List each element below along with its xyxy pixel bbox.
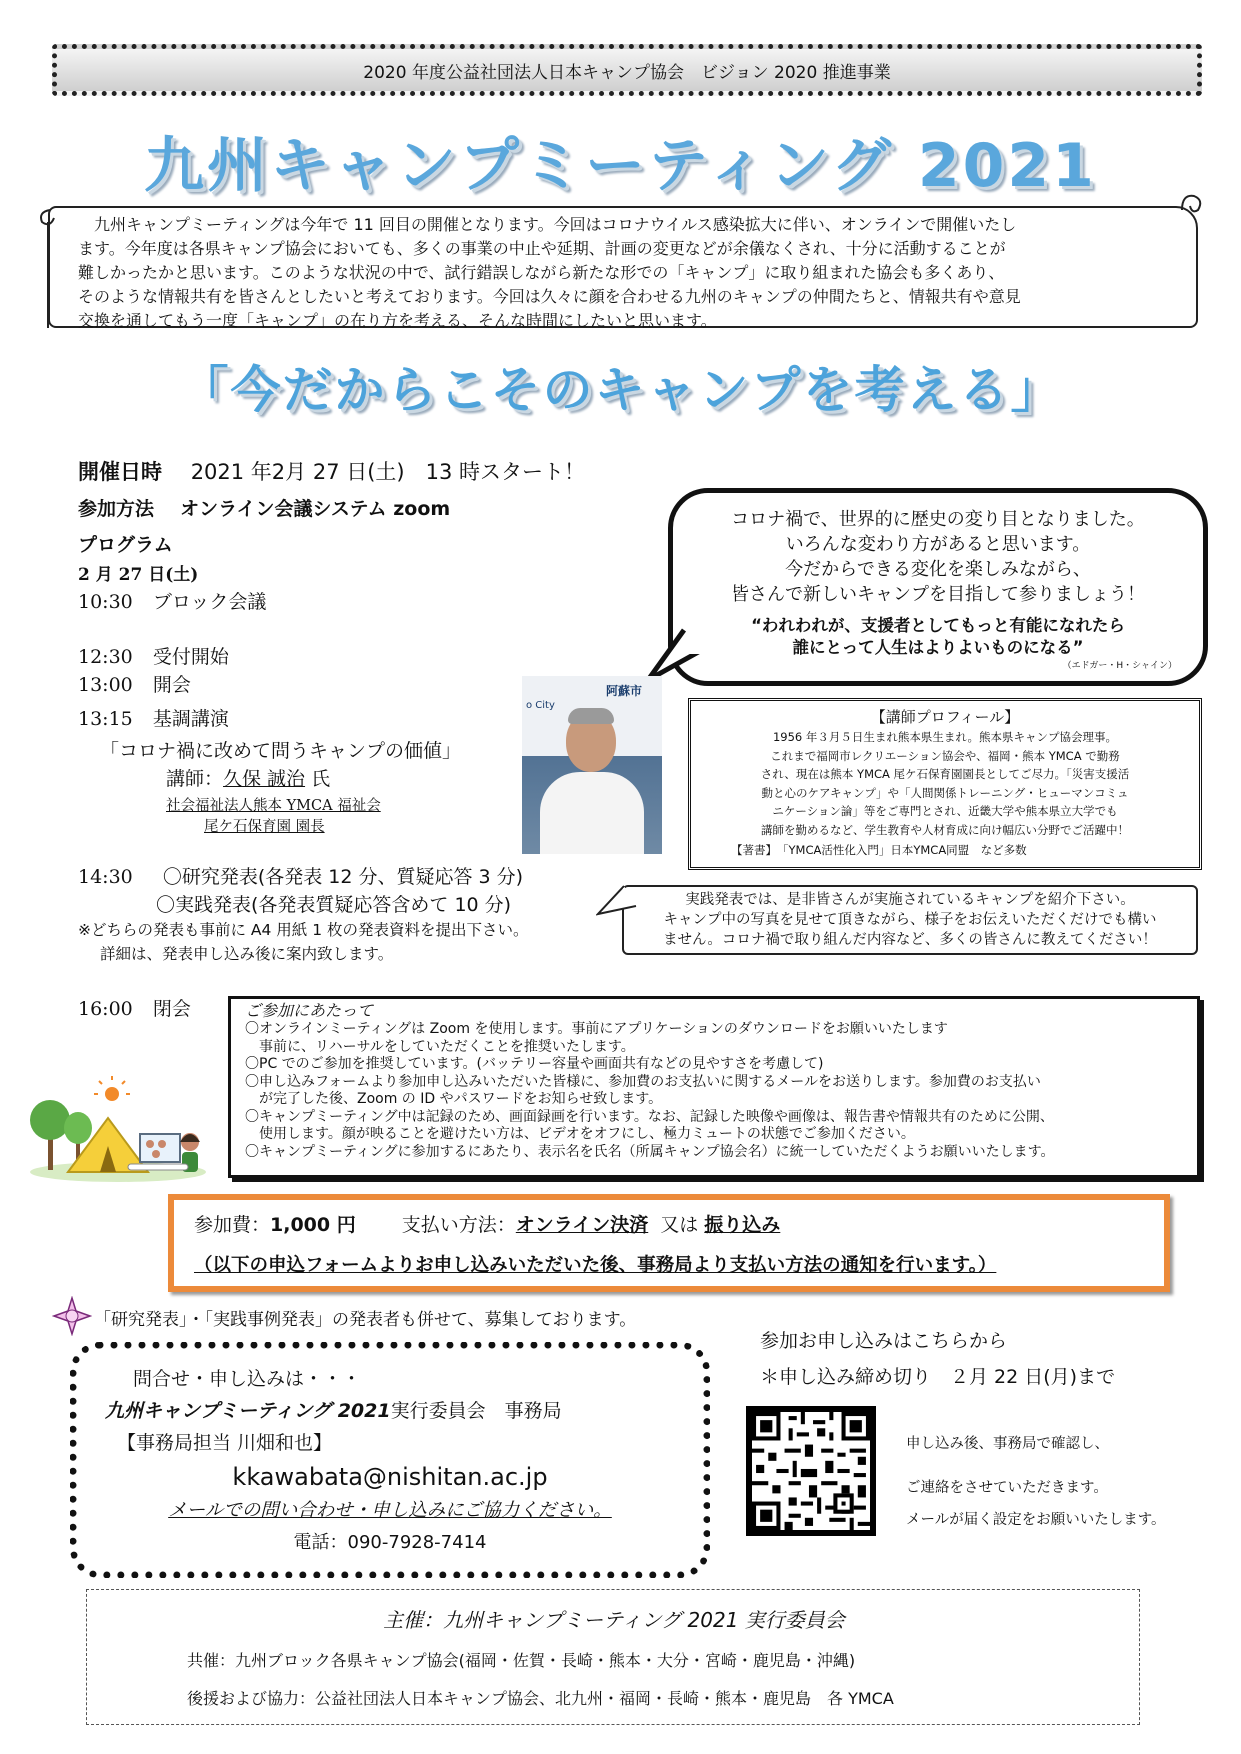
contact-phone: 電話：090-7928-7414 — [293, 1532, 487, 1553]
presentations-row-2: 〇実践発表(各発表質疑応答含めて 10 分) — [156, 894, 512, 916]
fee-note: （以下の申込フォームよりお申し込みいただいた後、事務局より支払い方法の通知を行います。） — [194, 1255, 997, 1276]
callout-line: 実践発表では、是非皆さんが実施されているキャンプを紹介下さい。 — [685, 892, 1135, 908]
notes-line: が完了した後、Zoom の ID やパスワードをお知らせ致します。 — [245, 1091, 663, 1107]
payment-option-transfer: 振り込み — [704, 1214, 781, 1236]
intro-box — [48, 206, 1198, 328]
event-method-value: オンライン会議システム zoom — [180, 498, 451, 520]
event-date-row — [78, 456, 585, 486]
program-item-keynote: 13:15 基調講演 — [78, 708, 229, 730]
notes-line: 〇PC でのご参加を推奨しています。(バッテリー容量や画面共有などの見やすさを考慮して) — [245, 1056, 824, 1072]
photo-sign-text: o City — [526, 700, 555, 711]
intro-line: 難しかったかと思います。このような状況の中で、試行錯誤しながら新たな形での「キャンプ」に取り組まれた協会も多くあり、 — [78, 263, 1005, 282]
program-date: 2 月 27 日(土) — [78, 565, 199, 585]
speaker-shirt — [540, 772, 644, 854]
contact-committee: 九州キャンプミーティング 2021実行委員会 事務局 — [105, 1400, 562, 1422]
callout-line: ません。コロナ禍で取り組んだ内容など、多くの皆さんに教えてください！ — [663, 932, 1157, 948]
event-date-label: 開催日時 — [78, 460, 162, 484]
notes-line: 〇申し込みフォームより参加申し込みいただいた皆様に、参加費のお支払いに関するメールをお送りします。参加費のお支払い — [245, 1073, 1041, 1090]
bubble-line: 今だからできる変化を楽しみながら、 — [785, 559, 1091, 580]
fee-label: 参加費： — [194, 1214, 271, 1236]
application-deadline: ＊申し込み締め切り ２月 22 日(月)まで — [760, 1366, 1116, 1388]
recruit-text: 「研究発表」・「実践事例発表」の発表者も併せて、募集しております。 — [94, 1310, 637, 1330]
subtitle: 「今だからこそのキャンプを考える」 — [178, 361, 1063, 419]
contact-request: メールでの問い合わせ・申し込みにご協力ください。 — [168, 1500, 612, 1521]
contact-staff: 【事務局担当 川畑和也】 — [117, 1432, 333, 1454]
payment-label: 支払い方法： — [401, 1214, 516, 1236]
header-band-text: 2020 年度公益社団法人日本キャンプ協会 ビジョン 2020 推進事業 — [363, 62, 891, 83]
speaker-row: 講師：久保 誠治 氏 — [166, 768, 331, 790]
profile-line: ニケーション論」等をご専門とされ、近畿大学や熊本県立大学でも — [772, 804, 1118, 818]
event-method-row — [78, 494, 450, 521]
callout-tail-icon — [596, 880, 656, 920]
profile-books: 【著書】 「YMCA活性化入門」日本YMCA同盟 など多数 — [731, 843, 1027, 857]
notes-line: 〇キャンプミーティングに参加するにあたり、表示名を氏名（所属キャンプ協会名）に統一していただくようお願いいたします。 — [245, 1143, 1055, 1160]
event-date-value: 2021 年2月 27 日(土) 13 時スタート！ — [190, 460, 586, 484]
photo-sign-text: 阿蘇市 — [606, 684, 643, 698]
practice-callout — [622, 885, 1198, 955]
bubble-quote-2: 誰にとって人生はよりよいものになる” — [792, 638, 1084, 657]
fee-amount: 1,000 円 — [270, 1214, 356, 1236]
intro-line: 九州キャンプミーティングは今年で 11 回目の開催となります。今回はコロナウイルス感染拡大に伴い、オンラインで開催いたし — [78, 215, 1017, 234]
bubble-line: 皆さんで新しいキャンプを目指して参りましょう！ — [731, 584, 1145, 605]
footer-host: 主催：九州キャンプミーティング 2021 実行委員会 — [383, 1608, 845, 1632]
program-item-block: 10:30 ブロック会議 — [78, 591, 267, 613]
intro-line: ます。今年度は各県キャンプ協会においても、多くの事業の中止や延期、計画の変更などが余儀なくされ、十分に活動することが — [78, 239, 1006, 258]
speaker-org-2: 尾ケ石保育園 園長 — [204, 819, 325, 835]
notes-line: 使用します。顔が映ることを避けたい方は、ビデオをオフにし、極力ミュートの状態でご参加ください。 — [245, 1126, 915, 1142]
application-after-3: メールが届く設定をお願いいたします。 — [906, 1512, 1166, 1528]
bubble-quote-1: “われわれが、支援者としてもっと有能になれたら — [751, 616, 1125, 635]
application-after-1: 申し込み後、事務局で確認し、 — [906, 1436, 1109, 1452]
sparkle-icon — [52, 1296, 92, 1336]
presentations-note-2: 詳細は、発表申し込み後に案内致します。 — [100, 945, 394, 963]
intro-line: そのような情報共有を皆さんとしたいと考えております。今回は久々に顔を合わせる九州のキャンプの仲間たちと、情報共有や意見 — [78, 287, 1021, 306]
profile-line: され、現在は熊本 YMCA 尾ケ石保育園園長としてご尽力。「災害支援活 — [760, 767, 1130, 781]
profile-line: これまで福岡市レクリエーション協会や、福岡・熊本 YMCA で勤務 — [770, 748, 1120, 763]
footer-cohost: 共催：九州ブロック各県キャンプ協会(福岡・佐賀・長崎・熊本・大分・宮崎・鹿児島・沖縄) — [187, 1651, 856, 1670]
intro-line: 交換を通してもう一度「キャンプ」の在り方を考える、そんな時間にしたいと思います。 — [78, 311, 717, 330]
speaker-name: 久保 誠治 — [223, 768, 306, 790]
message-bubble — [668, 488, 1208, 686]
bubble-attribution: （エドガー・H・シャイン） — [1062, 661, 1177, 671]
presentations-note-1: ※どちらの発表も事前に A4 用紙 1 枚の発表資料を提出下さい。 — [78, 921, 529, 939]
profile-line: 1956 年３月５日生まれ熊本県生まれ。熊本県キャンプ協会理事。 — [772, 730, 1118, 744]
fee-row — [194, 1210, 1144, 1237]
bubble-line: いろんな変わり方があると思います。 — [785, 534, 1091, 555]
profile-box — [688, 698, 1202, 870]
application-line: 参加お申し込みはこちらから — [760, 1330, 1008, 1352]
notes-title: ご参加にあたって — [245, 1001, 374, 1020]
scroll-curl-left-icon — [36, 200, 66, 334]
scroll-curl-right-icon — [1178, 190, 1208, 230]
qr-code-icon — [752, 1412, 870, 1530]
program-item-closing: 16:00 閉会 — [78, 998, 191, 1020]
fee-box — [168, 1194, 1170, 1292]
bubble-tail-icon — [646, 628, 706, 682]
program-label: プログラム — [78, 534, 173, 556]
application-after-2: ご連絡をさせていただきます。 — [906, 1480, 1108, 1496]
program-item-opening: 13:00 開会 — [78, 674, 191, 696]
keynote-title: 「コロナ禍に改めて問うキャンプの価値」 — [100, 740, 462, 762]
footer-box — [86, 1589, 1140, 1725]
presentations-row-1: 14:30 〇研究発表(各発表 12 分、質疑応答 3 分) — [78, 866, 524, 888]
contact-box — [70, 1342, 710, 1578]
program-item-reception: 12:30 受付開始 — [78, 646, 229, 668]
main-title: 九州キャンプミーティング 2021 — [144, 131, 1097, 201]
camp-illustration-icon — [28, 1076, 208, 1182]
footer-support: 後援および協力：公益社団法人日本キャンプ協会、北九州・福岡・長崎・熊本・鹿児島 各 YMCA — [187, 1689, 894, 1708]
callout-line: キャンプ中の写真を見せて頂きながら、様子をお伝えいただくだけでも構い — [663, 912, 1157, 928]
profile-line: 動と心のケアキャンプ」や「人間関係トレーニング・ヒューマンコミュ — [761, 785, 1129, 800]
bubble-line: コロナ禍で、世界的に歴史の変り目となりました。 — [731, 509, 1145, 530]
contact-email[interactable]: kkawabata@nishitan.ac.jp — [232, 1463, 548, 1491]
contact-heading: 問合せ・申し込みは・・・ — [133, 1368, 362, 1390]
notes-line: 〇キャンプミーティング中は記録のため、画面録画を行います。なお、記録した映像や画像は、報告書や情報共有のために公開、 — [245, 1108, 1054, 1125]
profile-line: 講師を勤めるなど、学生教育や人材育成に向け幅広い分野でご活躍中！ — [761, 822, 1129, 837]
event-method-label: 参加方法 — [78, 498, 155, 520]
header-band — [52, 44, 1202, 96]
payment-or: 又は — [660, 1214, 699, 1236]
profile-title: 【講師プロフィール】 — [870, 708, 1020, 726]
notes-line: 事前に、リハーサルをしていただくことを推奨いたします。 — [245, 1038, 635, 1055]
speaker-org-1: 社会福祉法人熊本 YMCA 福祉会 — [166, 798, 381, 814]
notes-line: 〇オンラインミーティングは Zoom を使用します。事前にアプリケーションのダウンロードをお願いいたします — [245, 1021, 948, 1037]
qr-code[interactable] — [746, 1406, 876, 1536]
payment-option-online: オンライン決済 — [515, 1214, 649, 1236]
participation-notes — [228, 996, 1200, 1178]
speaker-photo — [522, 676, 662, 854]
